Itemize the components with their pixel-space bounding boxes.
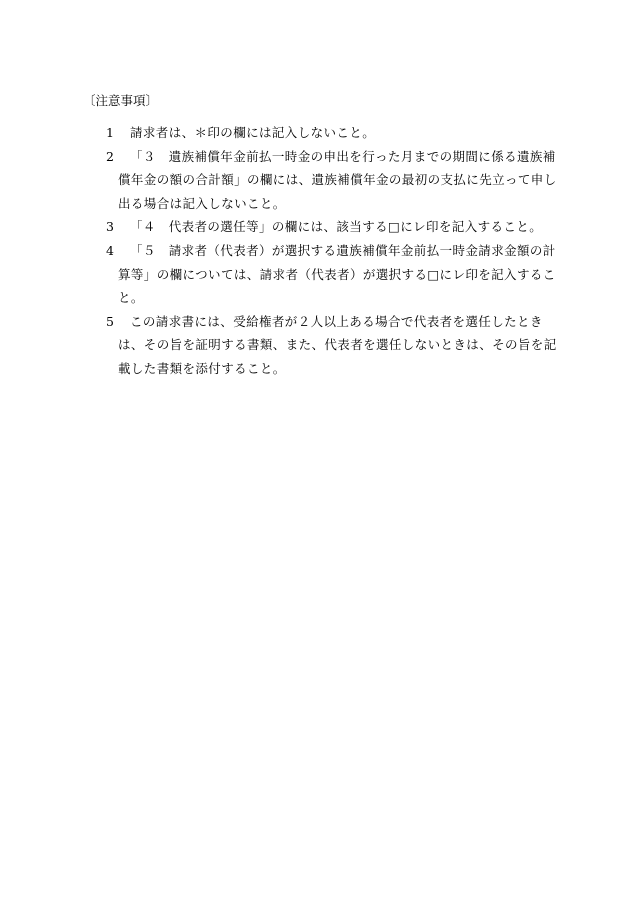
note-text: この請求書には、受給権者が２人以上ある場合で代表者を選任したときは、その旨を証明する書類、また、代表者を選任しないときは、その旨を記載した書類を添付すること。 xyxy=(118,313,557,376)
note-text: 請求者は、＊印の欄には記入しないこと。 xyxy=(130,125,376,140)
note-number: 4 xyxy=(106,242,114,258)
note-item-1 xyxy=(0,121,630,145)
notes-list xyxy=(0,121,630,381)
note-item-4 xyxy=(0,239,630,310)
note-text: 「５ 請求者（代表者）が選択する遺族補償年金前払一時金請求金額の計算等」の欄については、請求者（代表者）が選択する□にレ印を記入すること。 xyxy=(118,242,556,306)
note-text: 「４ 代表者の選任等」の欄には、該当する□にレ印を記入すること。 xyxy=(130,219,543,235)
note-number: 2 xyxy=(106,148,114,164)
note-number: 1 xyxy=(106,125,114,140)
note-item-5 xyxy=(0,310,630,381)
notes-heading: 〔注意事項〕 xyxy=(83,93,159,108)
note-number: 3 xyxy=(106,219,114,235)
note-number: 5 xyxy=(106,313,114,329)
note-item-2 xyxy=(0,145,630,216)
note-text: 「３ 遺族補償年金前払一時金の申出を行った月までの期間に係る遺族補償年金の額の合計額」の欄には、遺族補償年金の最初の支払に先立って申し出る場合は記入しないこと。 xyxy=(118,148,557,211)
note-item-3 xyxy=(0,215,630,239)
